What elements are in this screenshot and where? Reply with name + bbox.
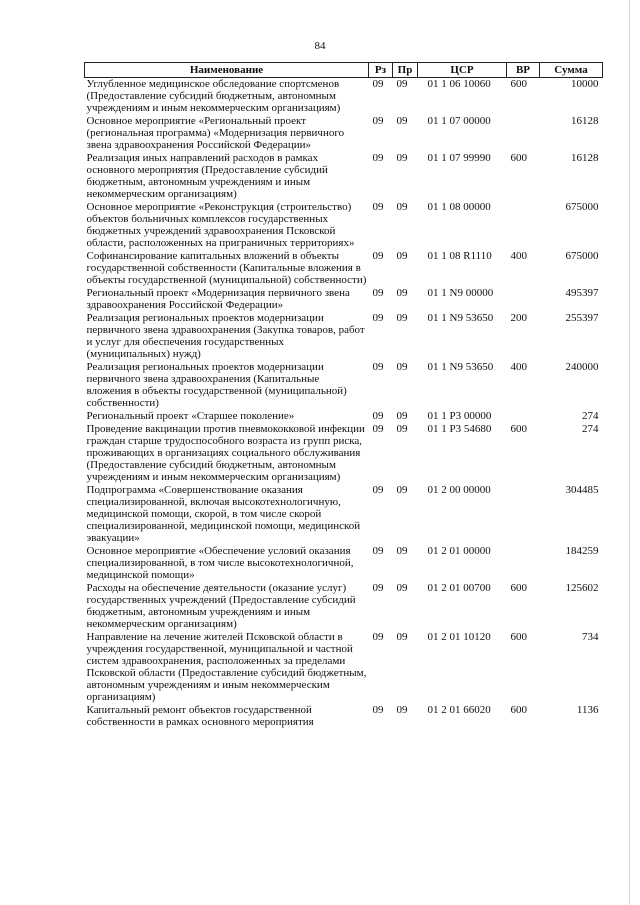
cell-csr: 01 1 P3 00000	[427, 410, 492, 422]
cell-vr: 200	[510, 312, 527, 324]
table-row	[85, 312, 603, 361]
header-pr: Пр	[393, 63, 418, 78]
cell-pr: 09	[396, 312, 408, 324]
cell-sum: 10000	[571, 78, 599, 90]
cell-sum: 255397	[565, 312, 599, 324]
cell-rz: 09	[372, 78, 384, 90]
table-row	[85, 361, 603, 410]
table-row	[85, 410, 603, 423]
cell-pr: 09	[396, 115, 408, 127]
cell-rz: 09	[372, 312, 384, 324]
header-csr: ЦСР	[418, 63, 507, 78]
cell-csr: 01 1 N9 53650	[427, 361, 494, 373]
cell-name: Региональный проект «Старшее поколение»	[86, 410, 295, 422]
cell-pr: 09	[396, 287, 408, 299]
cell-name: Региональный проект «Модернизация первичного звена здравоохранения Российской Федерации»	[86, 287, 350, 311]
cell-csr: 01 1 N9 53650	[427, 312, 494, 324]
cell-pr: 09	[396, 484, 408, 496]
cell-sum: 304485	[565, 484, 599, 496]
cell-csr: 01 1 08 R1110	[427, 250, 492, 262]
cell-vr	[507, 115, 540, 152]
header-vr: ВР	[507, 63, 540, 78]
cell-vr	[507, 201, 540, 250]
cell-csr: 01 1 07 00000	[427, 115, 491, 127]
table-row	[85, 201, 603, 250]
cell-name: Реализация региональных проектов модернизации первичного звена здравоохранения (Капитальные вложения в объекты государственной (муниципальной) собственности)	[86, 361, 347, 409]
cell-csr: 01 2 00 00000	[427, 484, 491, 496]
cell-vr: 600	[510, 78, 527, 90]
cell-name: Капитальный ремонт объектов государственной собственности в рамках основного мероприятия	[86, 704, 314, 728]
cell-pr: 09	[396, 631, 408, 643]
cell-rz: 09	[372, 631, 384, 643]
cell-csr: 01 1 06 10060	[427, 78, 491, 90]
table-row	[85, 78, 603, 116]
cell-name: Основное мероприятие «Реконструкция (строительство) объектов больничных комплексов государственных бюджетных учреждений здравоохранения Псковской области, расположенных на приграничных территориях»	[86, 201, 355, 249]
cell-name: Углубленное медицинское обследование спортсменов (Предоставление субсидий бюджетным, автономным учреждениям и иным некоммерческим организациям)	[86, 78, 341, 114]
cell-rz: 09	[372, 423, 384, 435]
table-row	[85, 423, 603, 484]
cell-rz: 09	[372, 545, 384, 557]
cell-vr	[507, 545, 540, 582]
cell-rz: 09	[372, 287, 384, 299]
cell-csr: 01 1 N9 00000	[427, 287, 494, 299]
header-name: Наименование	[85, 63, 369, 78]
cell-sum: 1136	[576, 704, 599, 716]
cell-rz: 09	[372, 410, 384, 422]
cell-name: Реализация иных направлений расходов в рамках основного мероприятия (Предоставление субсидий бюджетным, автономным учреждениям и иным некоммерческим организациям)	[86, 152, 328, 200]
cell-rz: 09	[372, 152, 384, 164]
cell-name: Направление на лечение жителей Псковской области в учреждения государственной, муниципальной и частной систем здравоохранения, расположенных за пределами Псковской области (Предоставление субсидий бюджетным, автономным учреждениям и иным некоммерческим организациям)	[86, 631, 367, 703]
cell-csr: 01 1 P3 54680	[427, 423, 492, 435]
cell-rz: 09	[372, 115, 384, 127]
table-body	[85, 78, 603, 730]
cell-rz: 09	[372, 704, 384, 716]
cell-sum: 125602	[565, 582, 599, 594]
table-row	[85, 704, 603, 729]
cell-name: Реализация региональных проектов модернизации первичного звена здравоохранения (Закупка товаров, работ и услуг для обеспечения государственных (муниципальных) нужд)	[86, 312, 365, 360]
cell-vr: 600	[510, 631, 527, 643]
cell-csr: 01 2 01 10120	[427, 631, 491, 643]
cell-vr: 400	[510, 361, 527, 373]
cell-rz: 09	[372, 250, 384, 262]
table-row	[85, 582, 603, 631]
cell-pr: 09	[396, 545, 408, 557]
cell-name: Расходы на обеспечение деятельности (оказание услуг) государственных учреждений (Предоставление субсидий бюджетным, автономным учреждениям и иным некоммерческим организациям)	[86, 582, 356, 630]
cell-name: Подпрограмма «Совершенствование оказания специализированной, включая высокотехнологичную, медицинской помощи, скорой, в том числе скорой специализированной, медицинской помощи, медицинской эвакуации»	[86, 484, 361, 544]
table-row	[85, 545, 603, 582]
cell-sum: 675000	[565, 201, 599, 213]
table-row	[85, 484, 603, 545]
cell-rz: 09	[372, 201, 384, 213]
cell-vr: 600	[510, 582, 527, 594]
cell-sum: 274	[582, 423, 599, 435]
cell-sum: 16128	[571, 115, 599, 127]
table-row	[85, 250, 603, 287]
cell-rz: 09	[372, 484, 384, 496]
cell-vr	[507, 410, 540, 423]
cell-sum: 274	[582, 410, 599, 422]
cell-csr: 01 1 08 00000	[427, 201, 491, 213]
cell-pr: 09	[396, 201, 408, 213]
cell-csr: 01 2 01 00000	[427, 545, 491, 557]
cell-pr: 09	[396, 582, 408, 594]
cell-pr: 09	[396, 250, 408, 262]
cell-csr: 01 2 01 00700	[427, 582, 491, 594]
table-row	[85, 287, 603, 312]
cell-csr: 01 1 07 99990	[427, 152, 491, 164]
cell-pr: 09	[396, 152, 408, 164]
cell-pr: 09	[396, 78, 408, 90]
cell-rz: 09	[372, 582, 384, 594]
cell-vr	[507, 484, 540, 545]
table-header	[85, 63, 603, 78]
cell-vr	[507, 287, 540, 312]
table-row	[85, 115, 603, 152]
cell-vr: 600	[510, 423, 527, 435]
cell-vr: 600	[510, 152, 527, 164]
cell-pr: 09	[396, 704, 408, 716]
header-rz: Рз	[369, 63, 393, 78]
cell-sum: 734	[582, 631, 599, 643]
cell-sum: 495397	[565, 287, 599, 299]
cell-name: Софинансирование капитальных вложений в объекты государственной собственности (Капитальные вложения в объекты государственной (муниципальной) собственности)	[86, 250, 367, 286]
cell-name: Основное мероприятие «Обеспечение условий оказания специализированной, в том числе высокотехнологичной, медицинской помощи»	[86, 545, 354, 581]
page-number: 84	[314, 40, 326, 52]
budget-table	[84, 62, 603, 729]
cell-name: Основное мероприятие «Региональный проект (региональная программа) «Модернизация первичного звена здравоохранения Российской Федерации»	[86, 115, 345, 151]
cell-pr: 09	[396, 423, 408, 435]
cell-sum: 184259	[565, 545, 599, 557]
cell-vr: 600	[510, 704, 527, 716]
cell-pr: 09	[396, 361, 408, 373]
table-row	[85, 631, 603, 704]
table-row	[85, 152, 603, 201]
cell-rz: 09	[372, 361, 384, 373]
cell-csr: 01 2 01 66020	[427, 704, 491, 716]
cell-name: Проведение вакцинации против пневмококковой инфекции граждан старше трудоспособного возраста из групп риска, проживающих в организациях социального обслуживания (Предоставление субсидий бюджетным, автономным учреждениям и иным некоммерческим организациям)	[86, 423, 365, 483]
cell-sum: 240000	[565, 361, 599, 373]
cell-sum: 675000	[565, 250, 599, 262]
cell-sum: 16128	[571, 152, 599, 164]
header-sum: Сумма	[540, 63, 603, 78]
cell-vr: 400	[510, 250, 527, 262]
cell-pr: 09	[396, 410, 408, 422]
scan-edge-line	[629, 0, 630, 905]
